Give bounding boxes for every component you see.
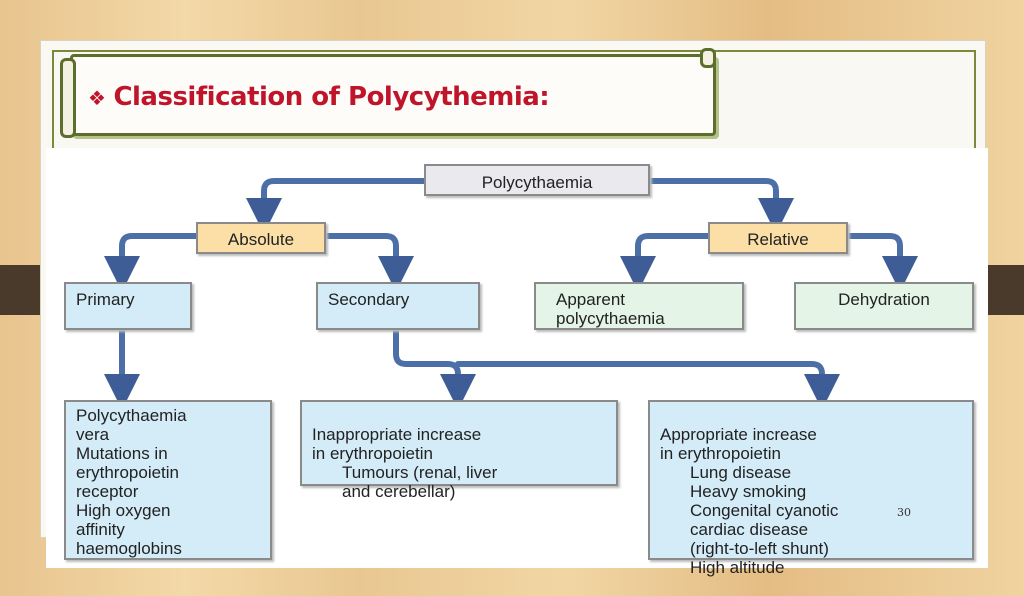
- arrow-root-to-absolute: [264, 181, 424, 216]
- arrow-relative-to-dehydration: [848, 236, 900, 274]
- node-polycythaemia: Polycythaemia: [424, 164, 650, 196]
- arrow-secondary-to-appropriate: [458, 364, 822, 392]
- appropriate-causes: Lung disease Heavy smoking Congenital cyanotic cardiac disease (right-to-left shunt) High altitude: [690, 463, 839, 577]
- arrow-root-to-relative: [650, 181, 776, 216]
- appropriate-heading: Appropriate increase in erythropoietin: [660, 425, 817, 463]
- node-apparent-polycythaemia: Apparent polycythaemia: [534, 282, 744, 330]
- arrow-absolute-to-secondary: [316, 236, 396, 274]
- slide-title-text: Classification of Polycythemia:: [113, 82, 550, 112]
- diamond-bullet-icon: ❖: [88, 86, 106, 110]
- node-primary-causes: Polycythaemia vera Mutations in erythropoietin receptor High oxygen affinity haemoglobins: [64, 400, 272, 560]
- arrow-absolute-to-primary: [122, 236, 196, 274]
- inappropriate-heading: Inappropriate increase in erythropoietin: [312, 425, 482, 463]
- node-primary: Primary: [64, 282, 192, 330]
- node-dehydration: Dehydration: [794, 282, 974, 330]
- page-number: 30: [897, 506, 911, 519]
- inappropriate-causes: Tumours (renal, liver and cerebellar): [342, 463, 498, 501]
- scroll-right-curl: [700, 48, 716, 68]
- slide-title: [88, 82, 549, 112]
- node-relative: Relative: [708, 222, 848, 254]
- classification-diagram: [46, 148, 988, 577]
- node-absolute: Absolute: [196, 222, 326, 254]
- arrow-secondary-to-inappropriate: [396, 330, 458, 392]
- arrow-relative-to-apparent: [638, 236, 708, 274]
- node-inappropriate-increase: [300, 400, 618, 501]
- scroll-left-curl: [60, 58, 76, 138]
- node-secondary: Secondary: [316, 282, 480, 330]
- node-appropriate-increase: [648, 400, 974, 577]
